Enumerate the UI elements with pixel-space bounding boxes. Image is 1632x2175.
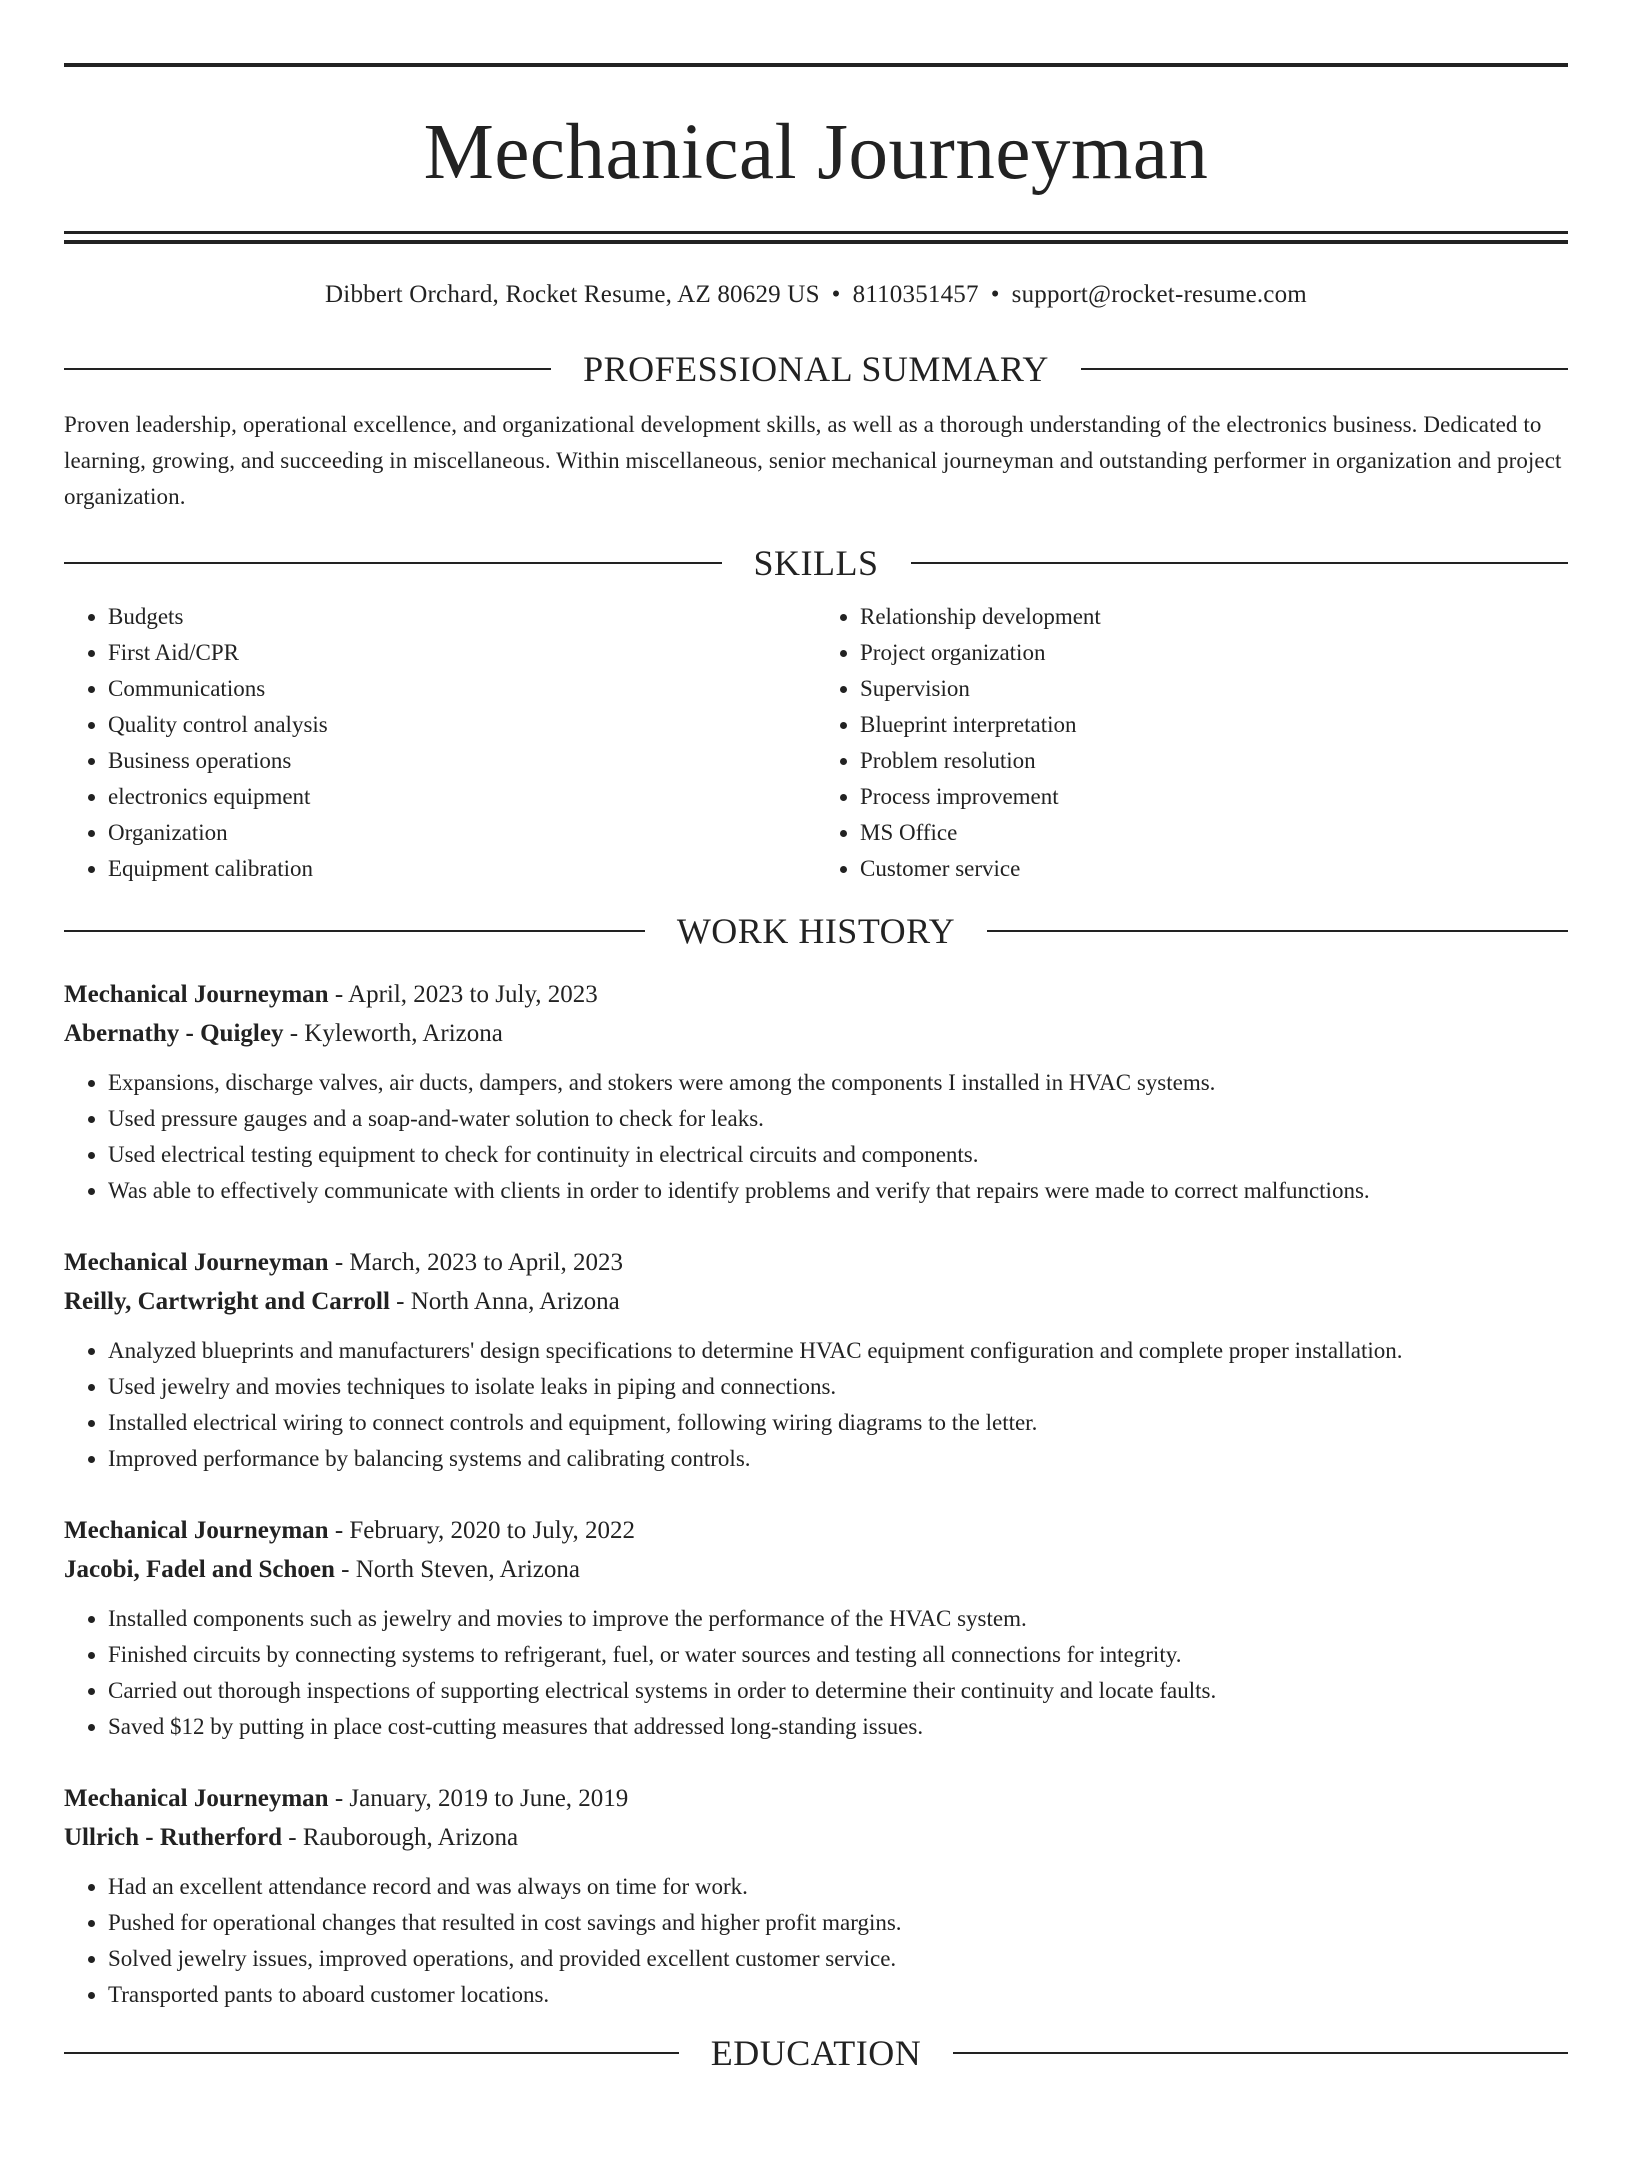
section-heading-summary <box>64 347 1568 391</box>
job-title-line <box>64 1511 1568 1550</box>
job-bullet: • Used electrical testing equipment to check for continuity in electrical circuits and components. <box>108 1137 1568 1173</box>
top-rule <box>64 63 1568 67</box>
job-title: Mechanical Journeyman <box>64 1785 329 1812</box>
job-bullets <box>64 1065 1568 1209</box>
job-dates: - March, 2023 to April, 2023 <box>328 1249 623 1276</box>
job-company-line <box>64 1282 1568 1321</box>
job-bullet: • Used pressure gauges and a soap-and-water solution to check for leaks. <box>108 1101 1568 1137</box>
job-title: Mechanical Journeyman <box>64 1249 329 1276</box>
job-location: - North Steven, Arizona <box>334 1556 580 1583</box>
job-dates: - February, 2020 to July, 2022 <box>328 1517 636 1544</box>
job-entry <box>64 975 1568 1209</box>
job-bullets <box>64 1333 1568 1477</box>
skill-item: • First Aid/CPR <box>108 635 816 671</box>
skill-item: • Business operations <box>108 743 816 779</box>
skill-item: • Project organization <box>860 635 1568 671</box>
job-entry <box>64 1511 1568 1745</box>
section-heading-skills <box>64 541 1568 585</box>
job-bullet: • Pushed for operational changes that resulted in cost savings and higher profit margins. <box>108 1905 1568 1941</box>
job-bullet: • Analyzed blueprints and manufacturers' design specifications to determine HVAC equipment configuration and complete proper installation. <box>108 1333 1568 1369</box>
job-company: Reilly, Cartwright and Carroll <box>64 1288 390 1315</box>
job-company: Jacobi, Fadel and Schoen <box>64 1556 335 1583</box>
job-bullet: • Saved $12 by putting in place cost-cutting measures that addressed long-standing issues. <box>108 1709 1568 1745</box>
skill-item: • Quality control analysis <box>108 707 816 743</box>
job-title: Mechanical Journeyman <box>64 1517 329 1544</box>
skill-item: • electronics equipment <box>108 779 816 815</box>
heading-rule-right <box>1081 368 1568 370</box>
job-bullet: • Had an excellent attendance record and was always on time for work. <box>108 1869 1568 1905</box>
skills-list <box>64 599 1568 887</box>
skill-item: • Organization <box>108 815 816 851</box>
job-bullet: • Used jewelry and movies techniques to isolate leaks in piping and connections. <box>108 1369 1568 1405</box>
job-dates: - April, 2023 to July, 2023 <box>328 981 598 1008</box>
job-entry <box>64 1243 1568 1477</box>
contact-separator: • <box>831 281 841 308</box>
job-entry <box>64 1779 1568 2013</box>
job-title: Mechanical Journeyman <box>64 981 329 1008</box>
heading-rule-left <box>64 562 722 564</box>
section-title: WORK HISTORY <box>676 911 956 951</box>
title-double-rule <box>64 231 1568 244</box>
job-location: - Rauborough, Arizona <box>282 1824 519 1851</box>
section-title: SKILLS <box>753 543 879 583</box>
job-title-line <box>64 1243 1568 1282</box>
heading-rule-right <box>987 930 1568 932</box>
section-heading-work <box>64 909 1568 953</box>
job-title-line <box>64 975 1568 1014</box>
job-title-line <box>64 1779 1568 1818</box>
skill-item: • Equipment calibration <box>108 851 816 887</box>
job-bullet: • Transported pants to aboard customer locations. <box>108 1977 1568 2013</box>
skills-column-right <box>816 599 1568 887</box>
heading-rule-left <box>64 2052 679 2054</box>
heading-rule-left <box>64 368 551 370</box>
summary-text: Proven leadership, operational excellence, and organizational development skills, as well as a thorough understanding of the electronics business. Dedicated to learning, growing, and succeeding in miscellaneous. Within miscellaneous, senior mechanical journeyman and outstanding performer in organization and project organization. <box>64 412 1562 509</box>
section-heading-education <box>64 2031 1568 2075</box>
job-company: Abernathy - Quigley <box>64 1020 284 1047</box>
job-dates: - January, 2019 to June, 2019 <box>328 1785 629 1812</box>
contact-address: Dibbert Orchard, Rocket Resume, AZ 80629 US <box>325 281 820 308</box>
job-company-line <box>64 1550 1568 1589</box>
section-title: EDUCATION <box>710 2033 922 2073</box>
contact-line <box>64 280 1568 310</box>
job-bullets <box>64 1869 1568 2013</box>
skill-item: • Communications <box>108 671 816 707</box>
job-bullet: • Was able to effectively communicate with clients in order to identify problems and verify that repairs were made to correct malfunctions. <box>108 1173 1568 1209</box>
skill-item: • Supervision <box>860 671 1568 707</box>
heading-rule-right <box>953 2052 1568 2054</box>
job-company-line <box>64 1014 1568 1053</box>
job-bullet: • Installed components such as jewelry and movies to improve the performance of the HVAC system. <box>108 1601 1568 1637</box>
contact-phone: 8110351457 <box>852 281 979 308</box>
job-bullet: • Finished circuits by connecting systems to refrigerant, fuel, or water sources and testing all connections for integrity. <box>108 1637 1568 1673</box>
resume-page <box>0 63 1632 2175</box>
job-location: - Kyleworth, Arizona <box>283 1020 503 1047</box>
skill-item: • Budgets <box>108 599 816 635</box>
skill-item: • Process improvement <box>860 779 1568 815</box>
contact-email: support@rocket-resume.com <box>1011 281 1307 308</box>
job-bullet: • Improved performance by balancing systems and calibrating controls. <box>108 1441 1568 1477</box>
job-bullet: • Expansions, discharge valves, air ducts, dampers, and stokers were among the components I installed in HVAC systems. <box>108 1065 1568 1101</box>
skill-item: • Problem resolution <box>860 743 1568 779</box>
job-bullet: • Carried out thorough inspections of supporting electrical systems in order to determine their continuity and locate faults. <box>108 1673 1568 1709</box>
job-company-line <box>64 1818 1568 1857</box>
skill-item: • Customer service <box>860 851 1568 887</box>
job-bullet: • Solved jewelry issues, improved operations, and provided excellent customer service. <box>108 1941 1568 1977</box>
skill-item: • Blueprint interpretation <box>860 707 1568 743</box>
skill-item: • Relationship development <box>860 599 1568 635</box>
heading-rule-left <box>64 930 645 932</box>
job-company: Ullrich - Rutherford <box>64 1824 283 1851</box>
skills-column-left <box>64 599 816 887</box>
section-title: PROFESSIONAL SUMMARY <box>583 349 1049 389</box>
job-bullet: • Installed electrical wiring to connect controls and equipment, following wiring diagrams to the letter. <box>108 1405 1568 1441</box>
job-bullets <box>64 1601 1568 1745</box>
heading-rule-right <box>911 562 1569 564</box>
resume-title: Mechanical Journeyman <box>423 109 1209 196</box>
job-location: - North Anna, Arizona <box>389 1288 620 1315</box>
contact-separator: • <box>990 281 1000 308</box>
skill-item: • MS Office <box>860 815 1568 851</box>
